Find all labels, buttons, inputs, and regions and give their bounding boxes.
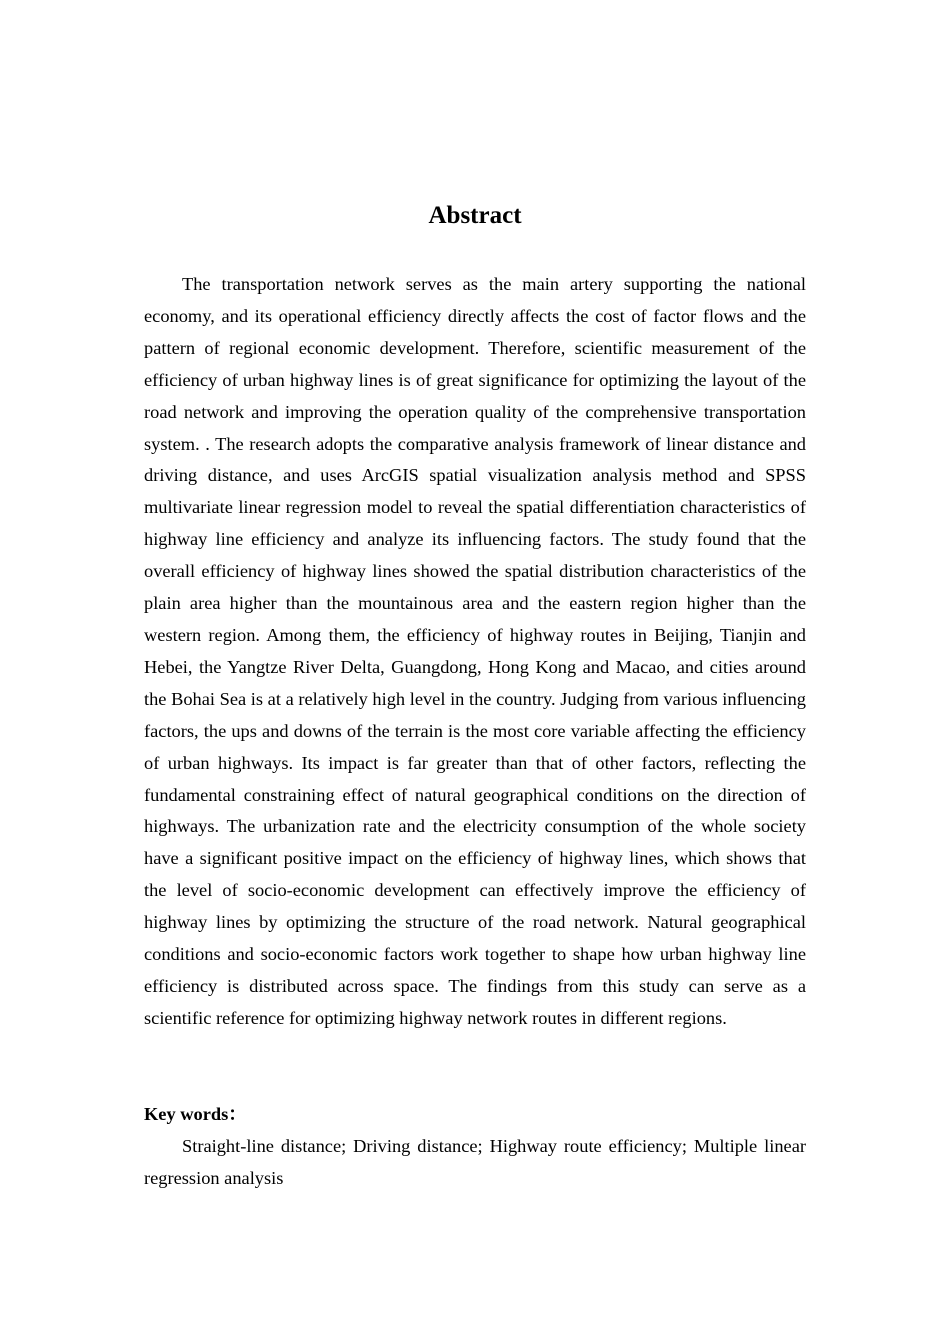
abstract-body: The transportation network serves as the main artery supporting the national economy, and its operational efficiency directly affects the cost of factor flows and the pattern of regional economic development. Therefore, scientific measurement of the efficiency of urban highway lines is of great significance for optimizing the layout of the road network and improving the operation quality of the comprehensive transportation system. . The research adopts the comparative analysis framework of linear distance and driving distance, and uses ArcGIS spatial visualization analysis method and SPSS multivariate linear regression model to reveal the spatial differentiation characteristics of highway line efficiency and analyze its influencing factors. The study found that the overall efficiency of highway lines showed the spatial distribution characteristics of the plain area higher than the mountainous area and the eastern region higher than the western region. Among them, the efficiency of highway routes in Beijing, Tianjin and Hebei, the Yangtze River Delta, Guangdong, Hong Kong and Macao, and cities around the Bohai Sea is at a relatively high level in the country. Judging from various influencing factors, the ups and downs of the terrain is the most core variable affecting the efficiency of urban highways. Its impact is far greater than that of other factors, reflecting the fundamental constraining effect of natural geographical conditions on the direction of highways. The urbanization rate and the electricity consumption of the whole society have a significant positive impact on the efficiency of highway lines, which shows that the level of socio-economic development can effectively improve the efficiency of highway lines by optimizing the structure of the road network. Natural geographical conditions and socio-economic factors work together to shape how urban highway line efficiency is distributed across space. The findings from this study can serve as a scientific reference for optimizing highway network routes in different regions. xyxy=(144,274,806,1028)
abstract-title: Abstract xyxy=(428,202,522,229)
keywords-text: Straight-line distance; Driving distance; Highway route efficiency; Multiple linear regression analysis xyxy=(144,1136,806,1188)
keywords-label: Key words： xyxy=(144,1104,247,1124)
